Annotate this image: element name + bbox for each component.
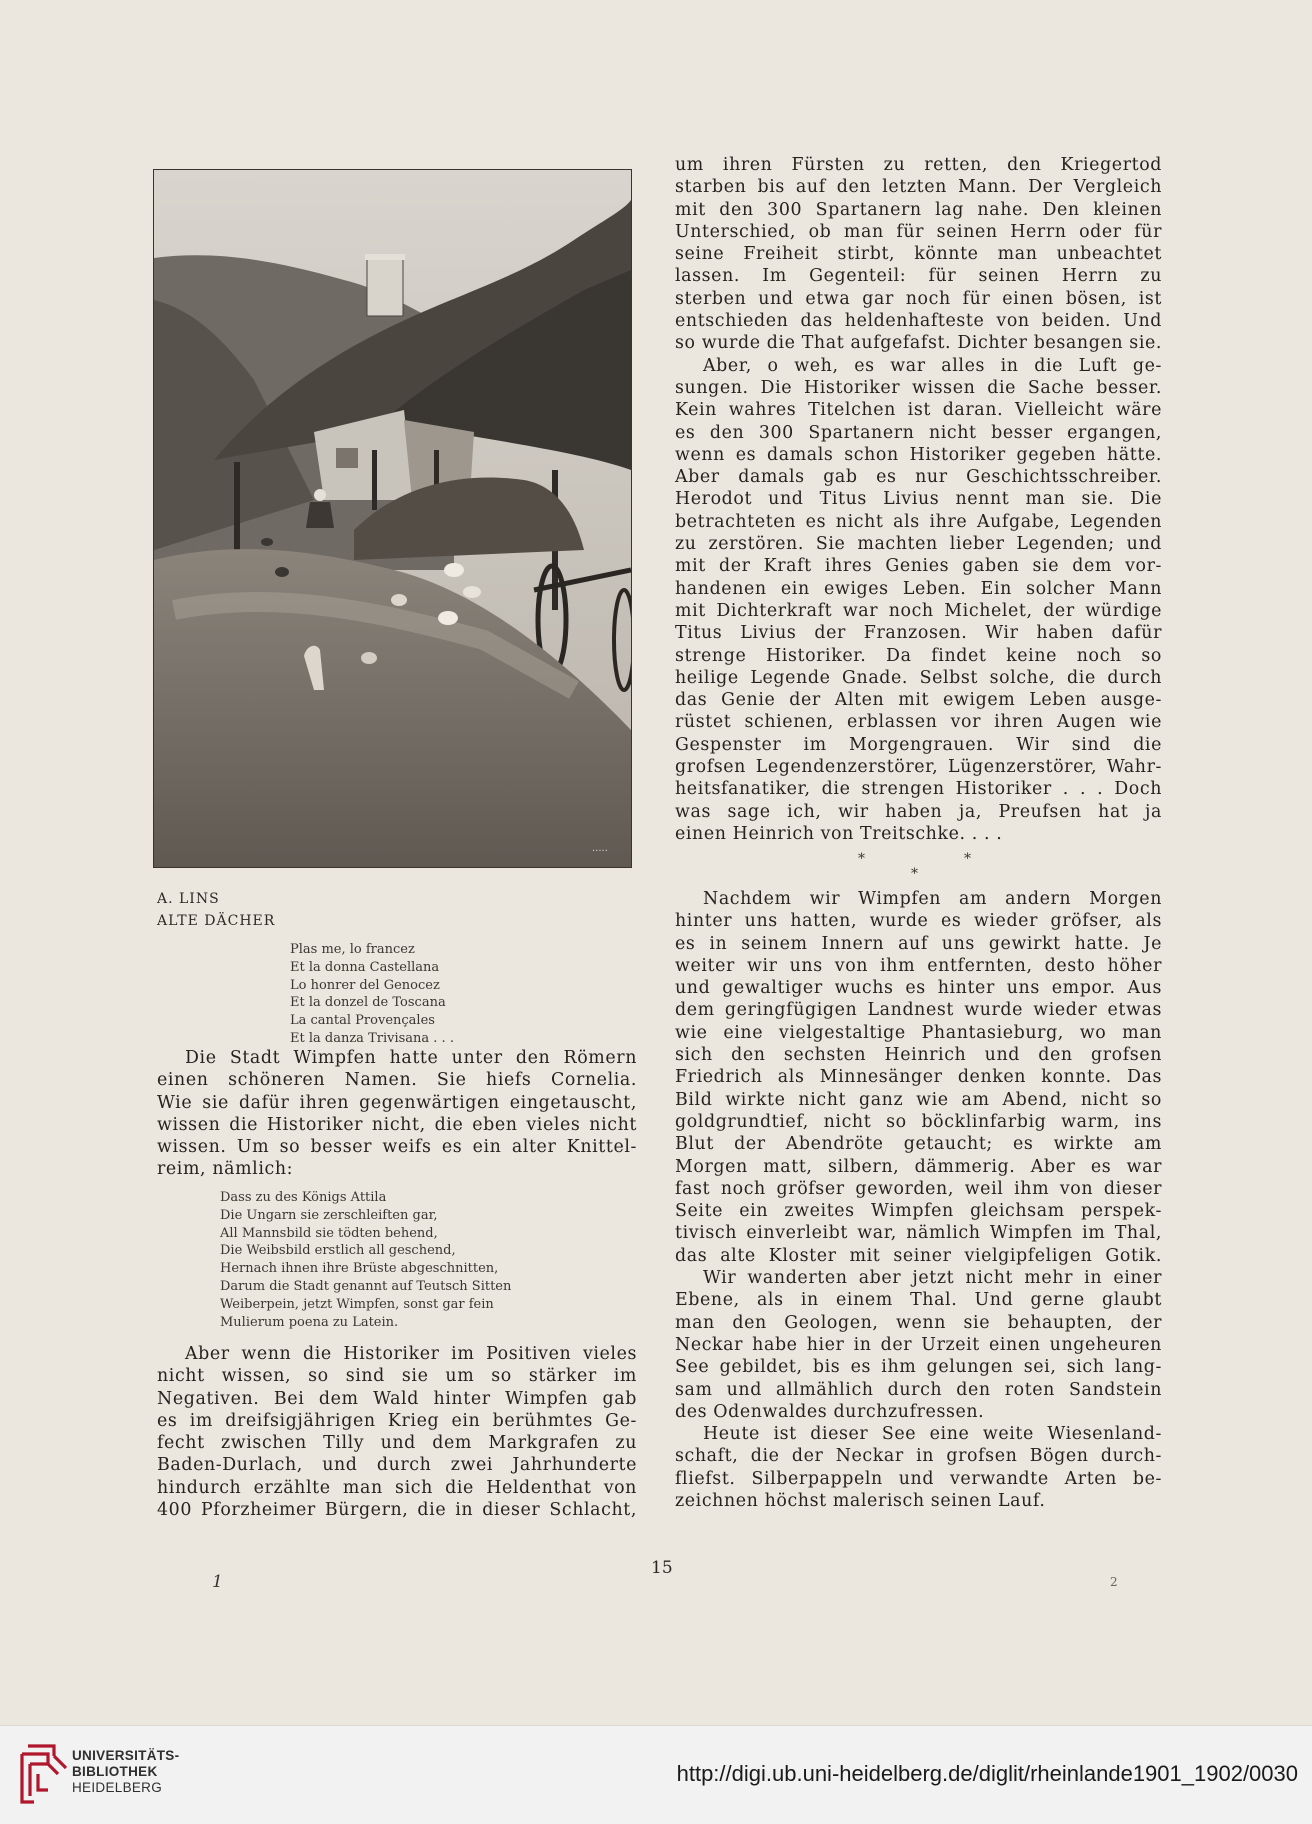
text-line: dem geringfügigen Landnest wurde wieder etwas (675, 1000, 1162, 1021)
text-line: handenen ein ewiges Leben. Ein solcher Mann (675, 578, 1162, 599)
university-library-logo-icon (14, 1742, 74, 1808)
poem-line: Weiberpein, jetzt Wimpfen, sonst gar fein (220, 1296, 494, 1312)
text-line: Baden-Durlach, und durch zwei Jahrhunderte (157, 1455, 637, 1476)
page-number: 15 (651, 1558, 673, 1578)
poem-line: Hernach ihnen ihre Brüste abgeschnitten, (220, 1261, 499, 1277)
text-line: Heute ist dieser See eine weite Wiesenland- (703, 1424, 1162, 1445)
signature-mark-left: 1 (212, 1572, 223, 1592)
text-line: das Genie der Alten mit ewigem Leben ausge- (675, 690, 1162, 711)
text-line: heitsfanatiker, die strengen Historiker . . . Doch (675, 779, 1162, 800)
text-line: betrachteten es nicht als ihre Aufgabe, Legenden (675, 511, 1162, 532)
right-column-paragraph-2 (675, 888, 1162, 1512)
library-name-line: UNIVERSITÄTS- (72, 1748, 180, 1763)
poem-line: Die Ungarn sie zerschleiften gar, (220, 1207, 438, 1223)
text-line: Unterschied, ob man für seinen Herrn oder für (675, 221, 1162, 242)
text-line: Wir wanderten aber jetzt nicht mehr in einer (703, 1268, 1162, 1289)
text-line: sam und allmählich durch den roten Sandstein (675, 1379, 1162, 1400)
text-line: Titus Livius der Franzosen. Wir haben dafür (675, 623, 1162, 644)
text-line: Friedrich als Minnesänger denken konnte. Das (675, 1067, 1162, 1088)
viewer-footer (0, 1725, 1312, 1824)
text-line: Blut der Abendröte getaucht; es wirkte am (675, 1134, 1162, 1155)
text-line: es den 300 Spartanern nicht besser ergangen, (675, 422, 1162, 443)
poem-line: Et la donzel de Toscana (290, 995, 446, 1011)
text-line: weiter wir uns von ihm entfernten, desto höher (675, 955, 1162, 976)
farmyard-picture (154, 170, 631, 867)
text-line: wie eine vielgestaltige Phantasieburg, wo man (675, 1022, 1162, 1043)
poem-line: Dass zu des Königs Attila (220, 1190, 387, 1205)
text-line: fliefst. Silberpappeln und verwandte Arten be- (675, 1468, 1162, 1489)
text-line: Kein wahres Titelchen ist daran. Vielleicht wäre (675, 400, 1162, 421)
text-line: goldgrundtief, nicht so böcklinfarbig warm, ins (675, 1111, 1162, 1132)
text-line: Negativen. Bei dem Wald hinter Wimpfen gab (157, 1388, 637, 1409)
section-divider-asterisks (850, 851, 990, 885)
library-name (72, 1748, 179, 1796)
text-line: man den Geologen, wenn sie behaupten, der (675, 1312, 1162, 1333)
text-line: seine Freiheit stirbt, könnte man unbeachtet (675, 244, 1162, 265)
text-line: schaft, die der Neckar in grofsen Bögen durch- (675, 1446, 1162, 1467)
text-line: Nachdem wir Wimpfen am andern Morgen (703, 889, 1162, 909)
text-line: sterben und etwa gar noch für einen bösen, ist (675, 288, 1162, 309)
text-line: fast noch gröfser geworden, weil ihm von dieser (675, 1178, 1162, 1199)
text-line: entschieden das heldenhafteste von beiden. Und (675, 311, 1162, 332)
text-line: und gewaltiger wuchs es hinter uns empor. Aus (675, 978, 1162, 999)
text-line: es in seinem Innern auf uns gewirkt hatte. Je (675, 933, 1162, 954)
illustration-alte-daecher (153, 169, 632, 868)
text-line: hinter uns hatten, wurde es wieder gröfser, als (675, 911, 1162, 932)
text-line: rüstet schienen, erblassen vor ihren Augen wie (675, 712, 1162, 733)
text-line: reim, nämlich: (157, 1159, 294, 1180)
poem-provencal (290, 941, 454, 1048)
text-line: Neckar habe hier in der Urzeit einen ungeheuren (675, 1334, 1162, 1355)
poem-line: Et la danza Trivisana . . . (290, 1030, 454, 1046)
text-line: 400 Pforzheimer Bürgern, die in dieser Schlacht, (157, 1500, 637, 1521)
poem-line: La cantal Provençales (290, 1013, 435, 1029)
permalink-url[interactable]: http://digi.ub.uni-heidelberg.de/diglit/rheinlande1901_1902/0030 (676, 1761, 1298, 1786)
text-line: starben bis auf den letzten Mann. Der Vergleich (675, 177, 1162, 198)
signature-mark-right: 2 (1110, 1575, 1118, 1589)
text-line: Aber, o weh, es war alles in die Luft ge- (703, 355, 1162, 376)
right-column-paragraph-1 (675, 154, 1162, 845)
text-line: Aber damals gab es nur Geschichtsschreiber. (675, 467, 1162, 488)
left-column-paragraph-1 (157, 1047, 637, 1181)
text-line: Bild wirkte nicht ganz wie am Abend, nicht so (675, 1089, 1162, 1110)
poem-line: All Mannsbild sie tödten behend, (220, 1225, 438, 1241)
caption-artist: A. LINS (157, 891, 220, 907)
text-line: hindurch erzählte man sich die Heldenthat von (157, 1477, 637, 1498)
text-line: zu zerstören. Sie machten lieber Legenden; und (675, 534, 1162, 555)
text-line: Morgen matt, silbern, dämmerig. Aber es war (675, 1156, 1162, 1177)
text-line: es im dreifsigjährigen Krieg ein berühmtes Ge- (157, 1410, 637, 1431)
text-line: wissen die Historiker nicht, die eben vieles nicht (157, 1114, 637, 1135)
text-line: Gespenster im Morgengrauen. Wir sind die (675, 734, 1162, 755)
text-line: strenge Historiker. Da findet keine noch so (675, 645, 1162, 666)
text-line: mit Dichterkraft war noch Michelet, der würdige (675, 600, 1162, 621)
text-line: wissen. Um so besser weifs es ein alter Knittel- (157, 1137, 637, 1158)
text-line: so wurde die That aufgefafst. Dichter besangen sie. (675, 333, 1162, 354)
poem-line: Mulierum poena zu Latein. (220, 1314, 399, 1330)
text-line: das alte Kloster mit seiner vielgipfeligen Gotik. (675, 1245, 1162, 1266)
text-line: Aber wenn die Historiker im Positiven vieles (185, 1344, 637, 1364)
text-line: um ihren Fürsten zu retten, den Kriegertod (675, 155, 1162, 175)
text-line: fecht zwischen Tilly und dem Markgrafen zu (157, 1433, 637, 1454)
text-line: einen schöneren Namen. Sie hiefs Cornelia. (157, 1070, 637, 1091)
text-line: mit den 300 Spartanern lag nahe. Den kleinen (675, 199, 1162, 220)
text-line: lassen. Im Gegenteil: für seinen Herrn zu (675, 266, 1162, 287)
text-line: Wie sie dafür ihren gegenwärtigen eingetauscht, (157, 1092, 637, 1113)
text-line: was sage ich, wir haben ja, Preufsen hat ja (675, 801, 1162, 822)
text-line: tivisch einverleibt war, nämlich Wimpfen im Thal, (675, 1223, 1162, 1244)
poem-line: Darum die Stadt genannt auf Teutsch Sitten (220, 1278, 512, 1294)
text-line: des Odenwaldes durchzufressen. (675, 1401, 985, 1422)
text-line: heilige Legende Gnade. Selbst solche, die durch (675, 667, 1162, 688)
text-line: Ebene, als in einem Thal. Und gerne glaubt (675, 1290, 1162, 1311)
text-line: Herodot und Titus Livius nennt man sie. Die (675, 489, 1162, 510)
svg-text:·····: ····· (592, 846, 608, 857)
text-line: Die Stadt Wimpfen hatte unter den Römern (185, 1048, 637, 1068)
text-line: einen Heinrich von Treitschke. . . . (675, 823, 1003, 844)
text-line: mit der Kraft ihres Genies gaben sie dem vor- (675, 556, 1162, 577)
poem-line: Plas me, lo francez (290, 942, 415, 957)
text-line: nicht wissen, so sind sie um so stärker im (157, 1366, 637, 1387)
text-line: See gebildet, bis es ihm gelungen sei, sich lang- (675, 1357, 1162, 1378)
left-column-paragraph-2 (157, 1343, 637, 1521)
asterisk: * (858, 851, 865, 867)
text-line: grofsen Legendenzerstörer, Lügenzerstörer, Wahr- (675, 757, 1162, 778)
poem-line: Et la donna Castellana (290, 959, 440, 975)
library-name-line: HEIDELBERG (72, 1780, 163, 1795)
text-line: Seite ein zweites Wimpfen gleichsam perspek- (675, 1201, 1162, 1222)
text-line: sich den sechsten Heinrich und den grofsen (675, 1045, 1162, 1066)
poem-knittelreim (220, 1189, 511, 1331)
illustration-caption (157, 888, 275, 932)
poem-line: Lo honrer del Genocez (290, 977, 440, 993)
library-name-line: BIBLIOTHEK (72, 1764, 158, 1779)
text-line: sungen. Die Historiker wissen die Sache besser. (675, 377, 1162, 398)
poem-line: Die Weibsbild erstlich all geschend, (220, 1243, 456, 1259)
text-line: wenn es damals schon Historiker gegeben hätte. (675, 444, 1162, 465)
asterisk: * (964, 851, 971, 867)
caption-title: ALTE DÄCHER (157, 913, 276, 929)
text-line: zeichnen höchst malerisch seinen Lauf. (675, 1491, 1046, 1512)
asterisk: * (911, 866, 918, 882)
